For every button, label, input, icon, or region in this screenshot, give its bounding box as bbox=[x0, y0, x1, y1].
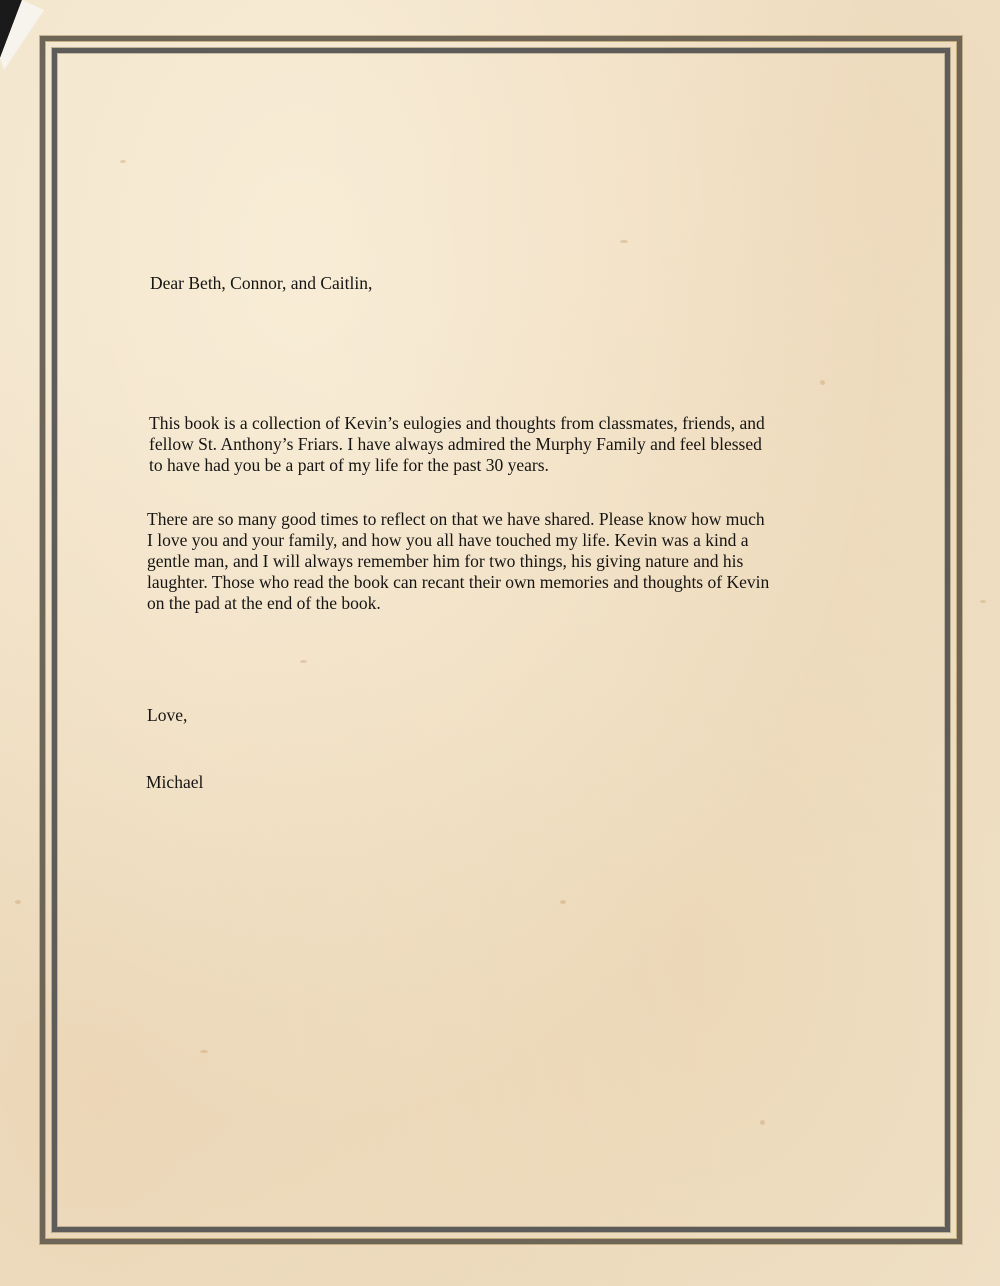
paragraph-line: This book is a collection of Kevin’s eulogies and thoughts from classmates, friends, and bbox=[149, 413, 765, 433]
paragraph-line: laughter. Those who read the book can recant their own memories and thoughts of Kevin bbox=[147, 572, 770, 592]
paragraph-2 bbox=[147, 509, 872, 614]
paper-speck bbox=[980, 600, 986, 603]
closing: Love, bbox=[147, 705, 188, 725]
inner-border bbox=[52, 48, 950, 1232]
salutation: Dear Beth, Connor, and Caitlin, bbox=[150, 273, 373, 293]
signature: Michael bbox=[146, 772, 204, 792]
paragraph-line: I love you and your family, and how you all have touched my life. Kevin was a kind a bbox=[147, 530, 749, 550]
paragraph-line: to have had you be a part of my life for the past 30 years. bbox=[149, 455, 549, 475]
paper-speck bbox=[15, 900, 21, 904]
paragraph-line: There are so many good times to reflect on that we have shared. Please know how much bbox=[147, 509, 765, 529]
paragraph-line: gentle man, and I will always remember him for two things, his giving nature and his bbox=[147, 551, 744, 571]
paragraph-line: on the pad at the end of the book. bbox=[147, 593, 381, 613]
paragraph-line: fellow St. Anthony’s Friars. I have always admired the Murphy Family and feel blessed bbox=[149, 434, 762, 454]
paragraph-1 bbox=[149, 413, 869, 476]
